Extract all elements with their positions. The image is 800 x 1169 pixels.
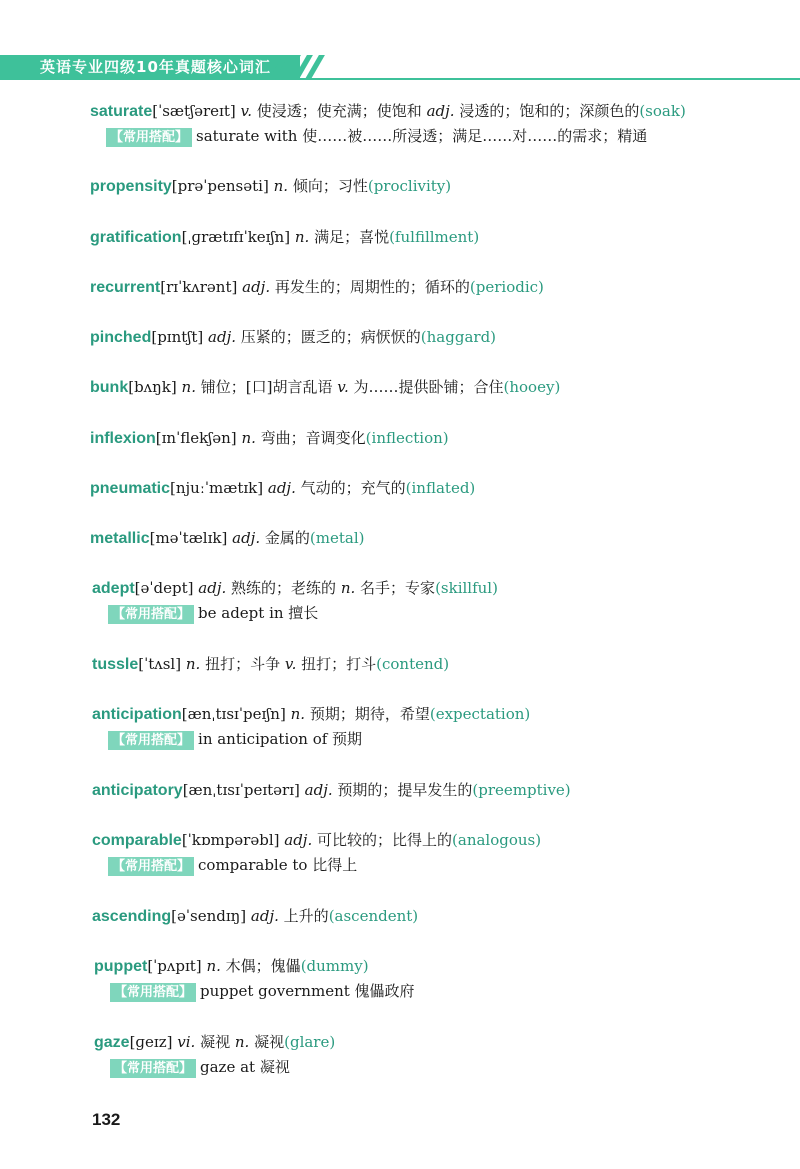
headword: metallic bbox=[90, 530, 150, 547]
synonym: (haggard) bbox=[420, 328, 497, 346]
collocation-tag: 【常用搭配】 bbox=[108, 857, 194, 876]
headword: ascending bbox=[92, 908, 172, 925]
part-of-speech: v. bbox=[240, 102, 252, 120]
part-of-speech: v. bbox=[284, 655, 297, 673]
vocab-entry bbox=[92, 829, 541, 876]
entry-headline bbox=[92, 829, 541, 852]
part-of-speech: v. bbox=[337, 378, 349, 396]
collocation-text: saturate with 使……被……所浸透；满足……对……的需求；精通 bbox=[196, 127, 648, 145]
phonetic: [ˈtʌsl] bbox=[138, 655, 182, 673]
definition: 使浸透；使充满；使饱和 bbox=[256, 102, 422, 120]
synonym: (contend) bbox=[376, 655, 450, 673]
part-of-speech: n. bbox=[340, 579, 356, 597]
definition: 可比较的；比得上的 bbox=[317, 831, 453, 849]
part-of-speech: vi. bbox=[177, 1033, 196, 1051]
phonetic: [ˈkɒmpərəbl] bbox=[181, 831, 280, 849]
vocab-entry bbox=[92, 905, 418, 928]
synonym: (dummy) bbox=[300, 957, 369, 975]
headword: inflexion bbox=[90, 430, 156, 447]
collocation-line bbox=[110, 980, 415, 1002]
collocation-line bbox=[108, 854, 541, 876]
synonym: (skillful) bbox=[435, 579, 498, 597]
entry-headline bbox=[90, 175, 451, 198]
entry-headline bbox=[90, 326, 496, 349]
definition: 熟练的；老练的 bbox=[231, 579, 337, 597]
definition: 预期；期待，希望 bbox=[309, 705, 430, 723]
collocation-text: comparable to 比得上 bbox=[198, 856, 358, 874]
collocation-line bbox=[108, 602, 498, 624]
collocation-text: be adept in 擅长 bbox=[198, 604, 319, 622]
phonetic: [pɪntʃt] bbox=[151, 328, 204, 346]
phonetic: [ɪnˈflekʃən] bbox=[155, 429, 237, 447]
part-of-speech: adj. bbox=[304, 781, 333, 799]
definition: 名手；专家 bbox=[360, 579, 436, 597]
phonetic: [njuːˈmætɪk] bbox=[170, 479, 264, 497]
part-of-speech: n. bbox=[273, 177, 289, 195]
definition: 再发生的；周期性的；循环的 bbox=[274, 278, 470, 296]
vocab-entry bbox=[90, 527, 364, 550]
phonetic: [ænˌtɪsɪˈpeɪʃn] bbox=[181, 705, 286, 723]
entry-headline bbox=[90, 100, 686, 123]
entry-headline bbox=[90, 477, 475, 500]
definition: 为……提供卧铺；合住 bbox=[353, 378, 504, 396]
headword: saturate bbox=[90, 103, 153, 120]
definition: 弯曲；音调变化 bbox=[260, 429, 366, 447]
definition: 满足；喜悦 bbox=[314, 228, 390, 246]
entry-headline bbox=[94, 955, 415, 978]
definition: 预期的；提早发生的 bbox=[337, 781, 473, 799]
headword: bunk bbox=[90, 379, 129, 396]
phonetic: [əˈsendɪŋ] bbox=[171, 907, 247, 925]
collocation-line bbox=[108, 728, 530, 750]
definition: 压紧的；匮乏的；病恹恹的 bbox=[240, 328, 421, 346]
headword: pinched bbox=[90, 329, 152, 346]
collocation-text: gaze at 凝视 bbox=[200, 1058, 290, 1076]
header-title: 英语专业四级10年真题核心词汇 bbox=[40, 58, 271, 76]
synonym: (fulfillment) bbox=[389, 228, 480, 246]
synonym: (periodic) bbox=[469, 278, 544, 296]
entry-headline bbox=[92, 577, 498, 600]
part-of-speech: adj. bbox=[250, 907, 279, 925]
part-of-speech: n. bbox=[234, 1033, 250, 1051]
part-of-speech: adj. bbox=[242, 278, 271, 296]
synonym: (hooey) bbox=[503, 378, 561, 396]
definition: 金属的 bbox=[264, 529, 310, 547]
headword: propensity bbox=[90, 178, 172, 195]
entry-headline bbox=[90, 276, 544, 299]
entry-headline bbox=[90, 527, 364, 550]
vocab-entry bbox=[90, 427, 449, 450]
part-of-speech: n. bbox=[290, 705, 306, 723]
phonetic: [rɪˈkʌrənt] bbox=[160, 278, 238, 296]
synonym: (ascendent) bbox=[328, 907, 419, 925]
phonetic: [ˈsætʃəreɪt] bbox=[152, 102, 236, 120]
collocation-tag: 【常用搭配】 bbox=[106, 128, 192, 147]
collocation-text: puppet government 傀儡政府 bbox=[200, 982, 415, 1000]
entry-headline bbox=[90, 427, 449, 450]
part-of-speech: adj. bbox=[426, 102, 455, 120]
vocab-entry bbox=[92, 779, 571, 802]
vocab-entry bbox=[90, 175, 451, 198]
part-of-speech: adj. bbox=[208, 328, 236, 346]
page-number: 132 bbox=[92, 1110, 121, 1129]
headword: comparable bbox=[92, 832, 182, 849]
headword: gaze bbox=[94, 1034, 130, 1051]
definition: 扭打；打斗 bbox=[301, 655, 377, 673]
headword: tussle bbox=[92, 656, 139, 673]
phonetic: [bʌŋk] bbox=[128, 378, 177, 396]
collocation-line bbox=[106, 125, 686, 147]
synonym: (inflection) bbox=[365, 429, 449, 447]
entry-headline bbox=[92, 905, 418, 928]
headword: gratification bbox=[90, 229, 182, 246]
entry-headline bbox=[90, 376, 560, 399]
definition: 凝视 bbox=[254, 1033, 285, 1051]
part-of-speech: n. bbox=[206, 957, 221, 975]
vocab-entry bbox=[92, 577, 498, 624]
synonym: (inflated) bbox=[405, 479, 476, 497]
vocab-entry bbox=[94, 955, 415, 1002]
headword: puppet bbox=[94, 958, 148, 975]
part-of-speech: n. bbox=[181, 378, 196, 396]
synonym: (proclivity) bbox=[367, 177, 452, 195]
vocab-entry bbox=[90, 477, 475, 500]
synonym: (expectation) bbox=[429, 705, 531, 723]
phonetic: [əˈdept] bbox=[134, 579, 194, 597]
definition: 浸透的；饱和的；深颜色的 bbox=[459, 102, 640, 120]
definition: 上升的 bbox=[283, 907, 329, 925]
part-of-speech: adj. bbox=[232, 529, 261, 547]
part-of-speech: n. bbox=[185, 655, 201, 673]
vocab-entry bbox=[94, 1031, 335, 1078]
collocation-tag: 【常用搭配】 bbox=[108, 605, 194, 624]
headword: anticipatory bbox=[92, 782, 183, 799]
definition: 气动的；充气的 bbox=[300, 479, 406, 497]
definition: 铺位；[口]胡言乱语 bbox=[200, 378, 333, 396]
collocation-line bbox=[110, 1056, 335, 1078]
part-of-speech: adj. bbox=[267, 479, 296, 497]
vocab-entry bbox=[90, 376, 560, 399]
header-stripes bbox=[268, 55, 328, 79]
vocab-entry bbox=[90, 226, 479, 249]
phonetic: [ænˌtɪsɪˈpeɪtərɪ] bbox=[182, 781, 300, 799]
headword: anticipation bbox=[92, 706, 182, 723]
collocation-text: in anticipation of 预期 bbox=[198, 730, 363, 748]
collocation-tag: 【常用搭配】 bbox=[108, 731, 194, 750]
vocab-entry bbox=[90, 276, 544, 299]
part-of-speech: adj. bbox=[284, 831, 313, 849]
headword: adept bbox=[92, 580, 135, 597]
vocab-entry bbox=[92, 703, 530, 750]
synonym: (analogous) bbox=[452, 831, 542, 849]
part-of-speech: n. bbox=[241, 429, 256, 447]
definition: 扭打；斗争 bbox=[205, 655, 281, 673]
headword: pneumatic bbox=[90, 480, 171, 497]
entry-headline bbox=[92, 779, 571, 802]
definition: 凝视 bbox=[200, 1033, 231, 1051]
entry-headline bbox=[94, 1031, 335, 1054]
phonetic: [məˈtælɪk] bbox=[149, 529, 228, 547]
vocab-entry bbox=[90, 100, 686, 147]
part-of-speech: n. bbox=[294, 228, 310, 246]
phonetic: [ˈpʌpɪt] bbox=[147, 957, 202, 975]
definition: 木偶；傀儡 bbox=[225, 957, 301, 975]
phonetic: [ɡeɪz] bbox=[129, 1033, 173, 1051]
page-header bbox=[0, 55, 800, 85]
collocation-tag: 【常用搭配】 bbox=[110, 983, 196, 1002]
entry-headline bbox=[90, 226, 479, 249]
vocab-entry bbox=[92, 653, 449, 676]
synonym: (preemptive) bbox=[472, 781, 571, 799]
synonym: (soak) bbox=[639, 102, 686, 120]
vocab-entry bbox=[90, 326, 496, 349]
part-of-speech: adj. bbox=[198, 579, 227, 597]
headword: recurrent bbox=[90, 279, 161, 296]
entry-headline bbox=[92, 703, 530, 726]
synonym: (metal) bbox=[309, 529, 365, 547]
collocation-tag: 【常用搭配】 bbox=[110, 1059, 196, 1078]
entry-headline bbox=[92, 653, 449, 676]
definition: 倾向；习性 bbox=[292, 177, 368, 195]
phonetic: [prəˈpensəti] bbox=[171, 177, 269, 195]
synonym: (glare) bbox=[284, 1033, 336, 1051]
phonetic: [ˌɡrætɪfɪˈkeɪʃn] bbox=[181, 228, 291, 246]
